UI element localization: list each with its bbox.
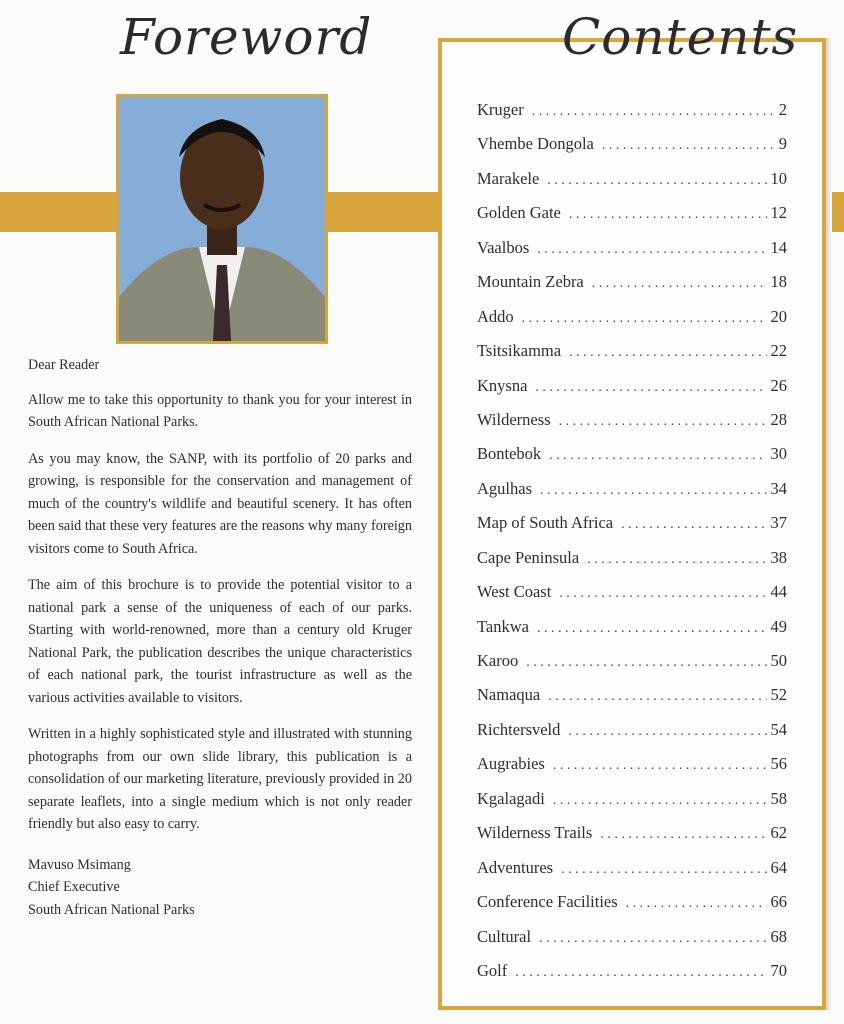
toc-entry-label: Tankwa — [477, 616, 529, 636]
table-of-contents — [477, 100, 787, 995]
toc-entry-page: 20 — [770, 306, 787, 326]
toc-entry-page: 68 — [770, 926, 787, 946]
toc-entry-label: Vhembe Dongola — [477, 134, 594, 154]
toc-entry-page: 64 — [770, 857, 787, 877]
toc-leader-dots — [569, 345, 766, 361]
toc-leader-dots — [539, 931, 766, 947]
toc-entry-page: 18 — [770, 272, 787, 292]
foreword-paragraph-1: Allow me to take this opportunity to thank you for your interest in South African National Parks. — [28, 391, 412, 430]
toc-entry-label: Conference Facilities — [477, 892, 618, 912]
toc-entry-label: Wilderness — [477, 409, 551, 429]
toc-leader-dots — [535, 380, 766, 396]
foreword-title: Foreword — [120, 8, 373, 66]
toc-leader-dots — [621, 517, 766, 533]
toc-entry-page: 66 — [770, 892, 787, 912]
signature-organization: South African National Parks — [28, 901, 195, 918]
toc-entry-label: Richtersveld — [477, 719, 561, 739]
toc-entry-label: Addo — [477, 306, 514, 326]
toc-entry-label: Mountain Zebra — [477, 272, 584, 292]
toc-entry[interactable] — [477, 961, 787, 995]
toc-entry-label: Karoo — [477, 651, 519, 670]
toc-entry-page: 49 — [770, 616, 787, 636]
toc-entry-page: 10 — [770, 168, 787, 188]
toc-leader-dots — [626, 896, 767, 912]
toc-entry-page: 58 — [770, 788, 787, 808]
toc-entry-page: 62 — [770, 823, 787, 843]
toc-entry-label: Adventures — [477, 857, 554, 877]
toc-entry[interactable] — [477, 858, 787, 892]
toc-entry-page: 34 — [770, 478, 787, 498]
toc-entry-page: 70 — [770, 960, 787, 980]
toc-entry-page: 2 — [778, 100, 787, 119]
toc-leader-dots — [553, 793, 767, 809]
toc-leader-dots — [522, 311, 767, 327]
toc-entry[interactable] — [477, 410, 787, 444]
signature-name: Mavuso Msimang — [28, 856, 131, 873]
toc-leader-dots — [600, 827, 766, 843]
toc-entry[interactable] — [477, 307, 787, 341]
toc-entry[interactable] — [477, 513, 787, 547]
toc-entry[interactable] — [477, 927, 787, 961]
toc-leader-dots — [548, 689, 766, 705]
toc-leader-dots — [569, 207, 767, 223]
contents-title: Contents — [562, 8, 799, 66]
toc-entry[interactable] — [477, 685, 787, 719]
toc-entry-label: Agulhas — [477, 478, 532, 498]
toc-leader-dots — [537, 621, 767, 637]
toc-entry[interactable] — [477, 582, 787, 616]
portrait-photo — [116, 94, 328, 344]
toc-entry-label: Marakele — [477, 168, 540, 188]
toc-entry[interactable] — [477, 892, 787, 926]
toc-entry-page: 50 — [770, 651, 787, 670]
toc-entry[interactable] — [477, 100, 787, 134]
toc-leader-dots — [553, 758, 767, 774]
toc-entry[interactable] — [477, 617, 787, 651]
foreword-greeting: Dear Reader — [28, 357, 100, 373]
toc-entry-label: Golf — [477, 960, 508, 980]
toc-entry-page: 30 — [770, 444, 787, 464]
toc-entry[interactable] — [477, 789, 787, 823]
foreword-paragraph-4: Written in a highly sophisticated style and illustrated with stunning photographs from our own slide library, this publication is a consolidation of our marketing literature, previously provided in 20 separate leaflets, into a single medium which is not only reader friendly but also easy to carry. — [28, 726, 412, 832]
toc-entry-label: Kruger — [477, 100, 524, 119]
toc-entry[interactable] — [477, 444, 787, 478]
toc-entry-page: 9 — [778, 134, 787, 154]
toc-leader-dots — [602, 138, 775, 154]
toc-entry-label: Tsitsikamma — [477, 341, 562, 361]
toc-entry-label: Wilderness Trails — [477, 823, 593, 843]
toc-entry[interactable] — [477, 479, 787, 513]
toc-entry[interactable] — [477, 203, 787, 237]
toc-entry-label: Golden Gate — [477, 203, 561, 223]
toc-leader-dots — [559, 586, 766, 602]
toc-entry-label: Cultural — [477, 926, 532, 946]
toc-entry-page: 26 — [770, 375, 787, 395]
toc-leader-dots — [547, 173, 766, 189]
toc-entry[interactable] — [477, 272, 787, 306]
toc-leader-dots — [568, 724, 766, 740]
toc-leader-dots — [515, 965, 766, 981]
toc-leader-dots — [587, 552, 766, 568]
toc-leader-dots — [537, 242, 766, 258]
panel-shadow — [826, 38, 832, 1010]
toc-entry-page: 38 — [770, 547, 787, 567]
toc-entry[interactable] — [477, 823, 787, 857]
portrait-illustration — [119, 97, 325, 341]
toc-entry[interactable] — [477, 169, 787, 203]
toc-entry-label: Namaqua — [477, 685, 541, 705]
toc-entry-page: 37 — [770, 513, 787, 533]
foreword-body — [28, 354, 412, 935]
toc-entry[interactable] — [477, 754, 787, 788]
toc-entry-page: 28 — [770, 409, 787, 429]
toc-entry-page: 56 — [770, 754, 787, 774]
toc-entry-label: Augrabies — [477, 754, 545, 774]
toc-entry[interactable] — [477, 651, 787, 685]
toc-entry-page: 22 — [770, 341, 787, 361]
foreword-paragraph-2: As you may know, the SANP, with its portfolio of 20 parks and growing, is responsible for the conservation and management of much of the country's wildlife and beautiful scenery. It has often been said that these very features are the reasons why many foreign visitors come to South Africa. — [28, 450, 412, 557]
toc-entry[interactable] — [477, 341, 787, 375]
toc-entry-label: West Coast — [477, 582, 552, 602]
foreword-paragraph-3: The aim of this brochure is to provide the potential visitor to a national park a sense of the uniqueness of each of our parks. Starting with world-renowned, more than a century old Kruger National Park, the publication describes the unique characteristics of each national park, the tourist infrastructure as well as the various activities available to visitors. — [28, 577, 412, 706]
toc-entry-page: 12 — [770, 203, 787, 223]
toc-entry-label: Vaalbos — [477, 237, 530, 257]
signature-block — [28, 854, 412, 922]
toc-entry-label: Knysna — [477, 375, 528, 395]
signature-role: Chief Executive — [28, 879, 120, 895]
toc-leader-dots — [532, 104, 775, 120]
toc-leader-dots — [561, 862, 766, 878]
toc-entry-label: Cape Peninsula — [477, 547, 580, 567]
toc-leader-dots — [559, 414, 767, 430]
toc-entry[interactable] — [477, 720, 787, 754]
toc-entry[interactable] — [477, 238, 787, 272]
toc-entry-label: Bontebok — [477, 444, 542, 464]
toc-entry[interactable] — [477, 548, 787, 582]
toc-leader-dots — [592, 276, 767, 292]
toc-entry-page: 14 — [770, 237, 787, 257]
toc-entry[interactable] — [477, 376, 787, 410]
toc-leader-dots — [540, 483, 767, 499]
toc-entry-page: 52 — [770, 685, 787, 705]
toc-entry[interactable] — [477, 134, 787, 168]
toc-entry-page: 44 — [770, 582, 787, 602]
toc-entry-label: Map of South Africa — [477, 513, 614, 533]
toc-entry-page: 54 — [770, 719, 787, 739]
toc-entry-label: Kgalagadi — [477, 788, 545, 808]
toc-leader-dots — [526, 655, 766, 671]
toc-leader-dots — [549, 448, 766, 464]
